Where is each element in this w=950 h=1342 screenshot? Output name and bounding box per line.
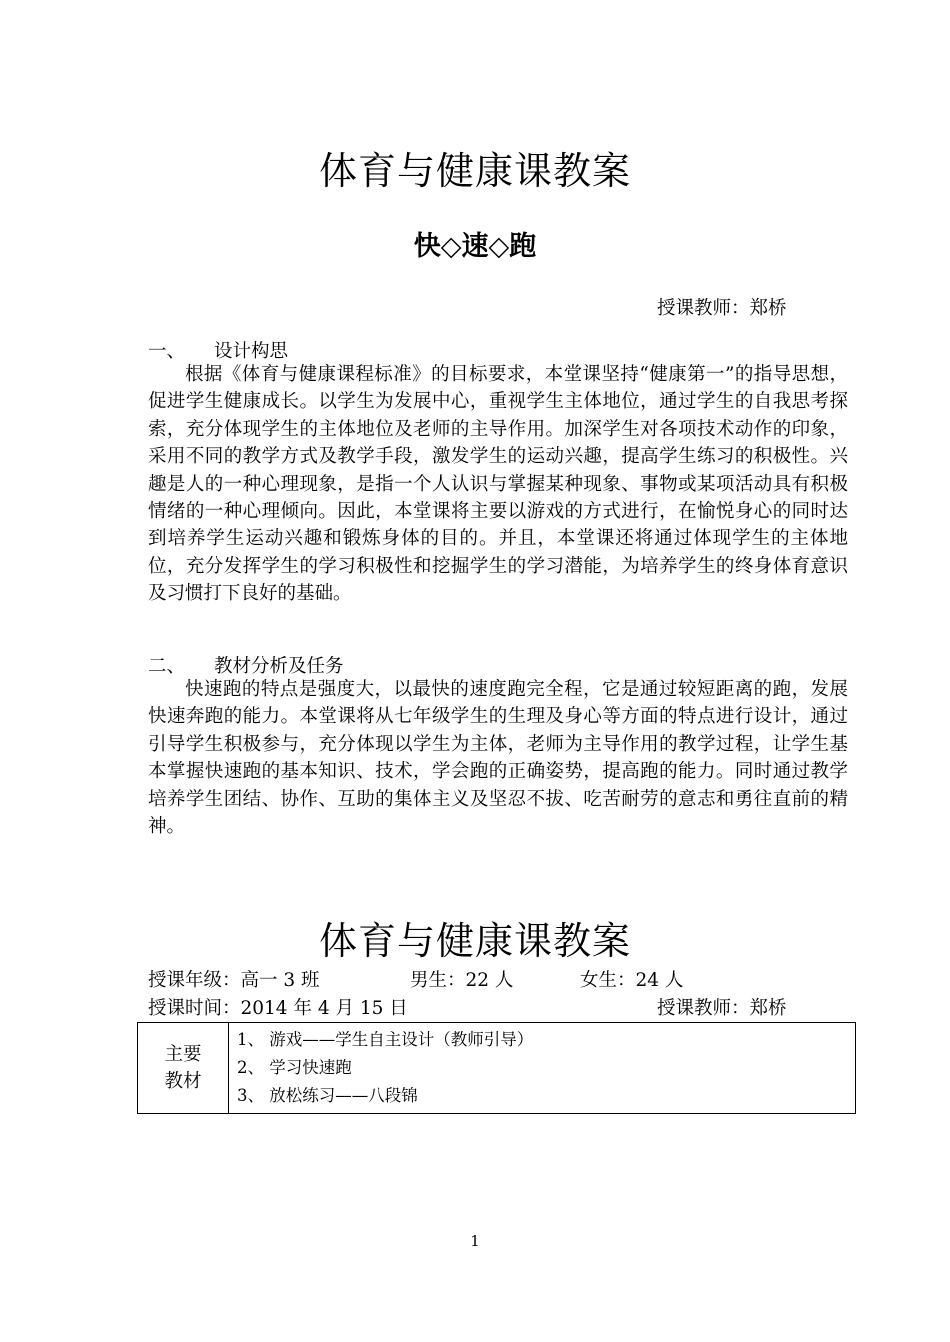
lesson-teacher: 授课教师：郑桥: [657, 998, 787, 1019]
girls-count: 女生：24 人: [580, 970, 684, 991]
table-row: [138, 1023, 856, 1114]
page-number: 1: [470, 1232, 480, 1250]
list-item: 1、 游戏——学生自主设计（教师引导）: [237, 1030, 534, 1049]
materials-table: [137, 1022, 856, 1114]
materials-label: [138, 1023, 229, 1114]
list-item: 2、 学习快速跑: [237, 1058, 352, 1077]
section2-heading: [148, 652, 344, 678]
materials-label-line2: 教材: [164, 1071, 202, 1092]
section2-title: 教材分析及任务: [214, 656, 344, 677]
section1-heading: [148, 337, 288, 363]
document-subtitle: 快◇速◇跑: [413, 231, 537, 262]
section1-paragraph: 根据《体育与健康课程标准》的目标要求，本堂课坚持“健康第一”的指导思想，促进学生健康成长。以学生为发展中心，重视学生主体地位，通过学生的自我思考探索，充分体现学生的主体地位及老师的主导作用。加深学生对各项技术动作的印象，采用不同的教学方式及教学手段，激发学生的运动兴趣，提高学生练习的积极性。兴趣是人的一种心理现象，是指一个人认识与掌握某种现象、事物或某项活动具有积极情绪的一种心理倾向。因此，本堂课将主要以游戏的方式进行，在愉悦身心的同时达到培养学生运动兴趣和锻炼身体的目的。并且，本堂课还将通过体现学生的主体地位，充分发挥学生的学习积极性和挖掘学生的学习潜能，为培养学生的终身体育意识及习惯打下良好的基础。: [148, 364, 848, 605]
lesson-plan-title: 体育与健康课教案: [318, 919, 631, 963]
boys-count: 男生：22 人: [410, 970, 514, 991]
materials-list: [229, 1023, 856, 1114]
lesson-date: 授课时间：2014 年 4 月 15 日: [148, 998, 408, 1019]
section2-number: 二、: [148, 656, 186, 677]
section1-title: 设计构思: [214, 341, 289, 362]
materials-label-line1: 主要: [164, 1044, 202, 1065]
grade-info: 授课年级：高一 3 班: [148, 970, 320, 991]
section1-number: 一、: [148, 341, 186, 362]
section2-paragraph: 快速跑的特点是强度大，以最快的速度跑完全程，它是通过较短距离的跑，发展快速奔跑的能力。本堂课将从七年级学生的生理及身心等方面的特点进行设计，通过引导学生积极参与，充分体现以学生为主体，老师为主导作用的教学过程，让学生基本掌握快速跑的基本知识、技术，学会跑的正确姿势，提高跑的能力。同时通过教学培养学生团结、协作、互助的集体主义及坚忍不拔、吃苦耐劳的意志和勇往直前的精神。: [148, 679, 848, 838]
list-item: 3、 放松练习——八段锦: [237, 1086, 418, 1105]
document-title: 体育与健康课教案: [318, 149, 631, 193]
teacher-line: 授课教师：郑桥: [657, 298, 787, 319]
